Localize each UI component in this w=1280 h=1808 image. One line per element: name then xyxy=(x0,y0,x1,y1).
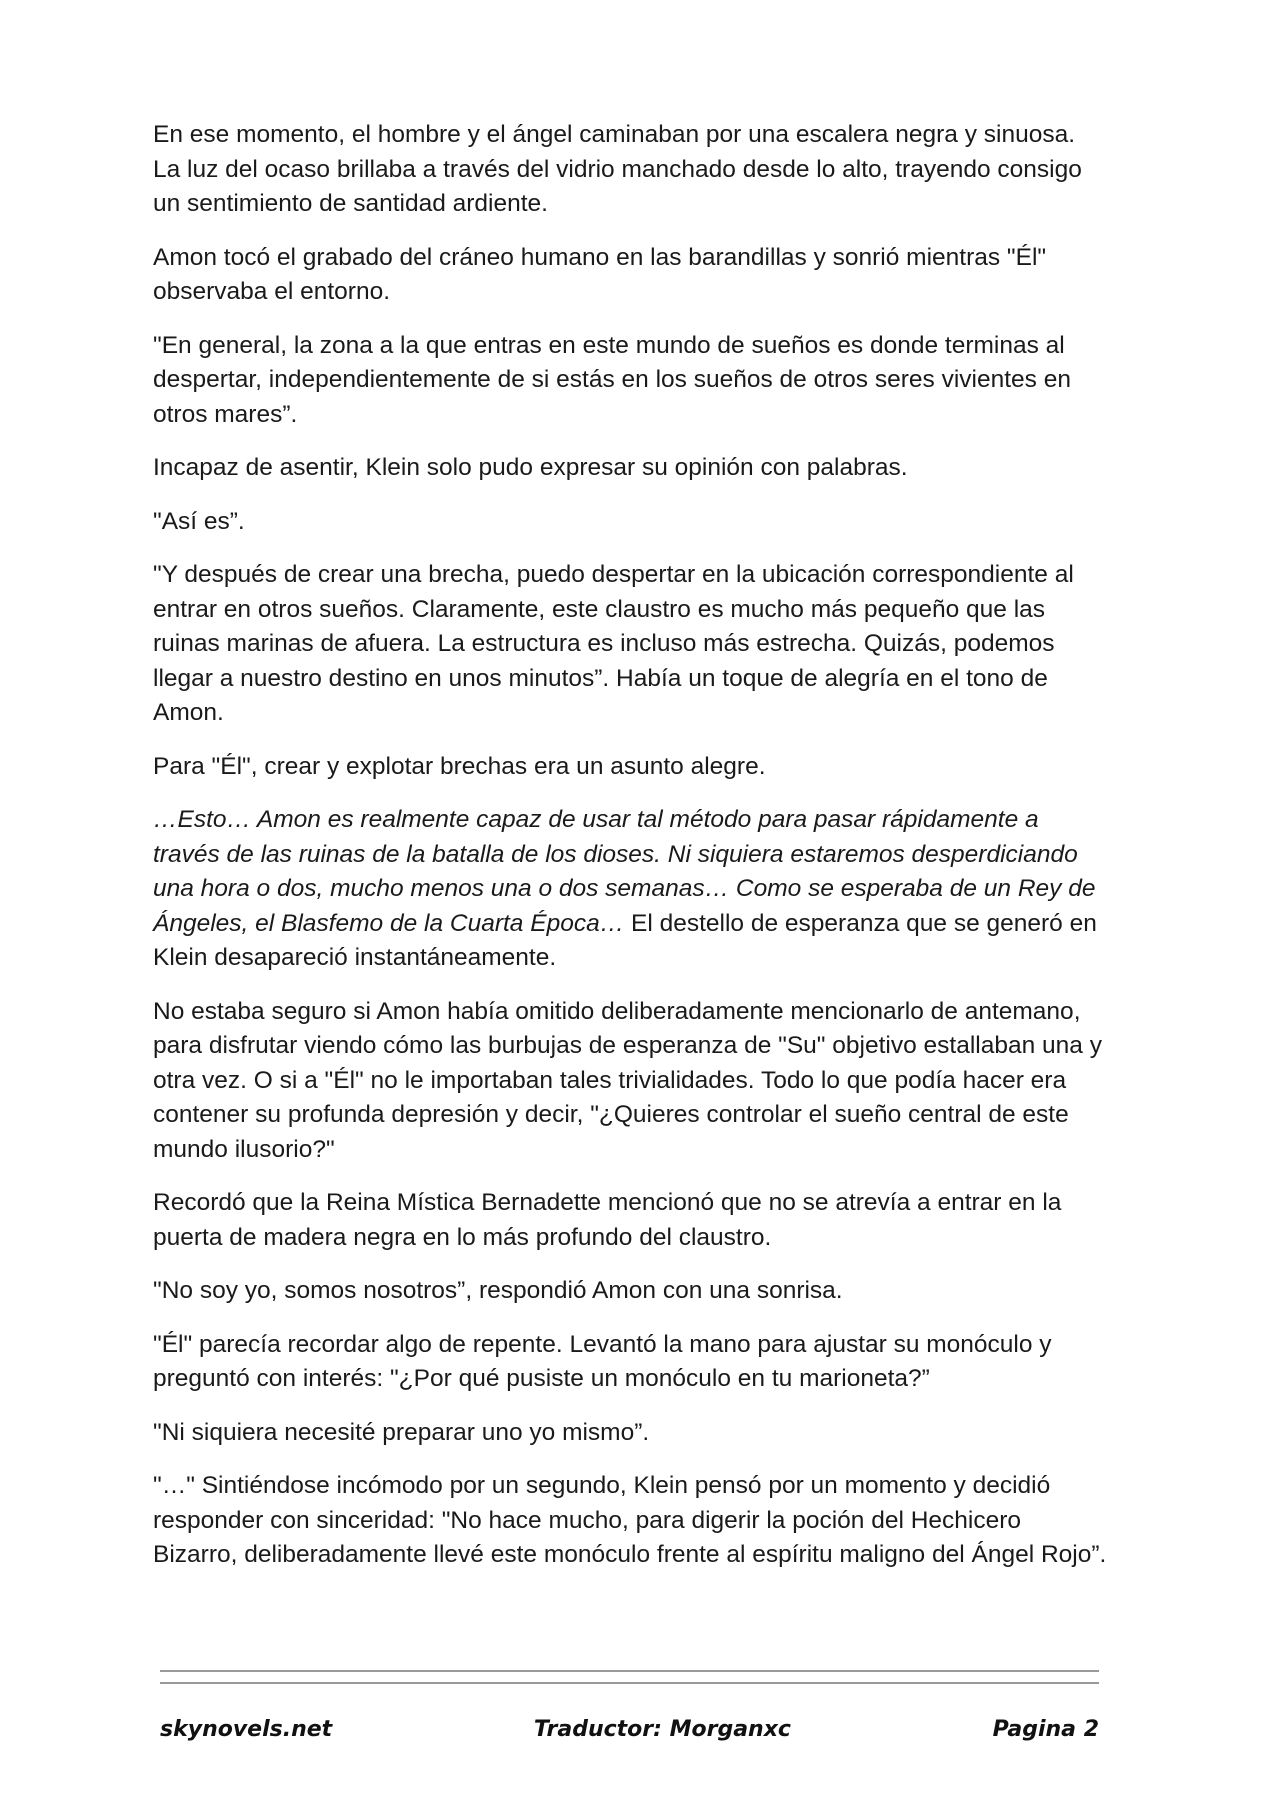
paragraph-5: "Así es”. xyxy=(153,507,245,535)
paragraph-12: "Él" parecía recordar algo de repente. Levantó la mano para ajustar su monóculo y preguntó con interés: "¿Por qué pusiste un monóculo en tu marioneta?” xyxy=(153,1330,1052,1392)
paragraph-6: "Y después de crear una brecha, puedo despertar en la ubicación correspondiente al entrar en otros sueños. Claramente, este claustro es mucho más pequeño que las ruinas marinas de afuera. La estructura es incluso más estrecha. Quizás, podemos llegar a nuestro destino en unos minutos”. Había un toque de alegría en el tono de Amon. xyxy=(153,561,1074,726)
footer-page-number: Pagina 2 xyxy=(992,1716,1099,1742)
paragraph-10: Recordó que la Reina Mística Bernadette mencionó que no se atrevía a entrar en la puerta de madera negra en lo más profundo del claustro. xyxy=(153,1189,1062,1251)
paragraph-7: Para "Él", crear y explotar brechas era un asunto alegre. xyxy=(153,752,766,780)
paragraph-13: "Ni siquiera necesité preparar uno yo mismo”. xyxy=(153,1418,650,1446)
paragraph-9: No estaba seguro si Amon había omitido deliberadamente mencionarlo de antemano, para disfrutar viendo cómo las burbujas de esperanza de "Su" objetivo estallaban una y otra vez. O si a "Él" no le importaban tales trivialidades. Todo lo que podía hacer era contener su profunda depresión y decir, "¿Quieres controlar el sueño central de este mundo ilusorio?" xyxy=(153,997,1102,1163)
footer-site: skynovels.net xyxy=(160,1716,333,1742)
paragraph-3: "En general, la zona a la que entras en este mundo de sueños es donde terminas al despertar, independientemente de si estás en los sueños de otros seres vivientes en otros mares”. xyxy=(153,331,1071,428)
footer-divider-top xyxy=(160,1670,1099,1672)
footer-divider-bottom xyxy=(160,1682,1099,1684)
page-body xyxy=(153,118,1109,1592)
paragraph-8 xyxy=(153,803,1109,976)
paragraph-11: "No soy yo, somos nosotros”, respondió Amon con una sonrisa. xyxy=(153,1277,843,1304)
paragraph-4: Incapaz de asentir, Klein solo pudo expresar su opinión con palabras. xyxy=(153,454,908,481)
narration-text: El destello de esperanza que se generó en Klein desapareció instantáneamente. xyxy=(153,909,1097,971)
inner-thought-text: …Esto… Amon es realmente capaz de usar tal método para pasar rápidamente a través de las ruinas de la batalla de los dioses. Ni siquiera estaremos desperdiciando una hora o dos, mucho menos una o dos semanas… Como se esperaba de un Rey de Ángeles, el Blasfemo de la Cuarta Época… xyxy=(153,806,1096,937)
footer-translator: Traductor: Morganxc xyxy=(533,1716,791,1742)
page-footer xyxy=(160,1712,1099,1746)
paragraph-2: Amon tocó el grabado del cráneo humano en las barandillas y sonrió mientras "Él" observaba el entorno. xyxy=(153,243,1047,305)
paragraph-14: "…" Sintiéndose incómodo por un segundo, Klein pensó por un momento y decidió responder con sinceridad: "No hace mucho, para digerir la poción del Hechicero Bizarro, deliberadamente llevé este monóculo frente al espíritu maligno del Ángel Rojo”. xyxy=(153,1472,1107,1568)
paragraph-1: En ese momento, el hombre y el ángel caminaban por una escalera negra y sinuosa. La luz del ocaso brillaba a través del vidrio manchado desde lo alto, trayendo consigo un sentimiento de santidad ardiente. xyxy=(153,121,1082,217)
